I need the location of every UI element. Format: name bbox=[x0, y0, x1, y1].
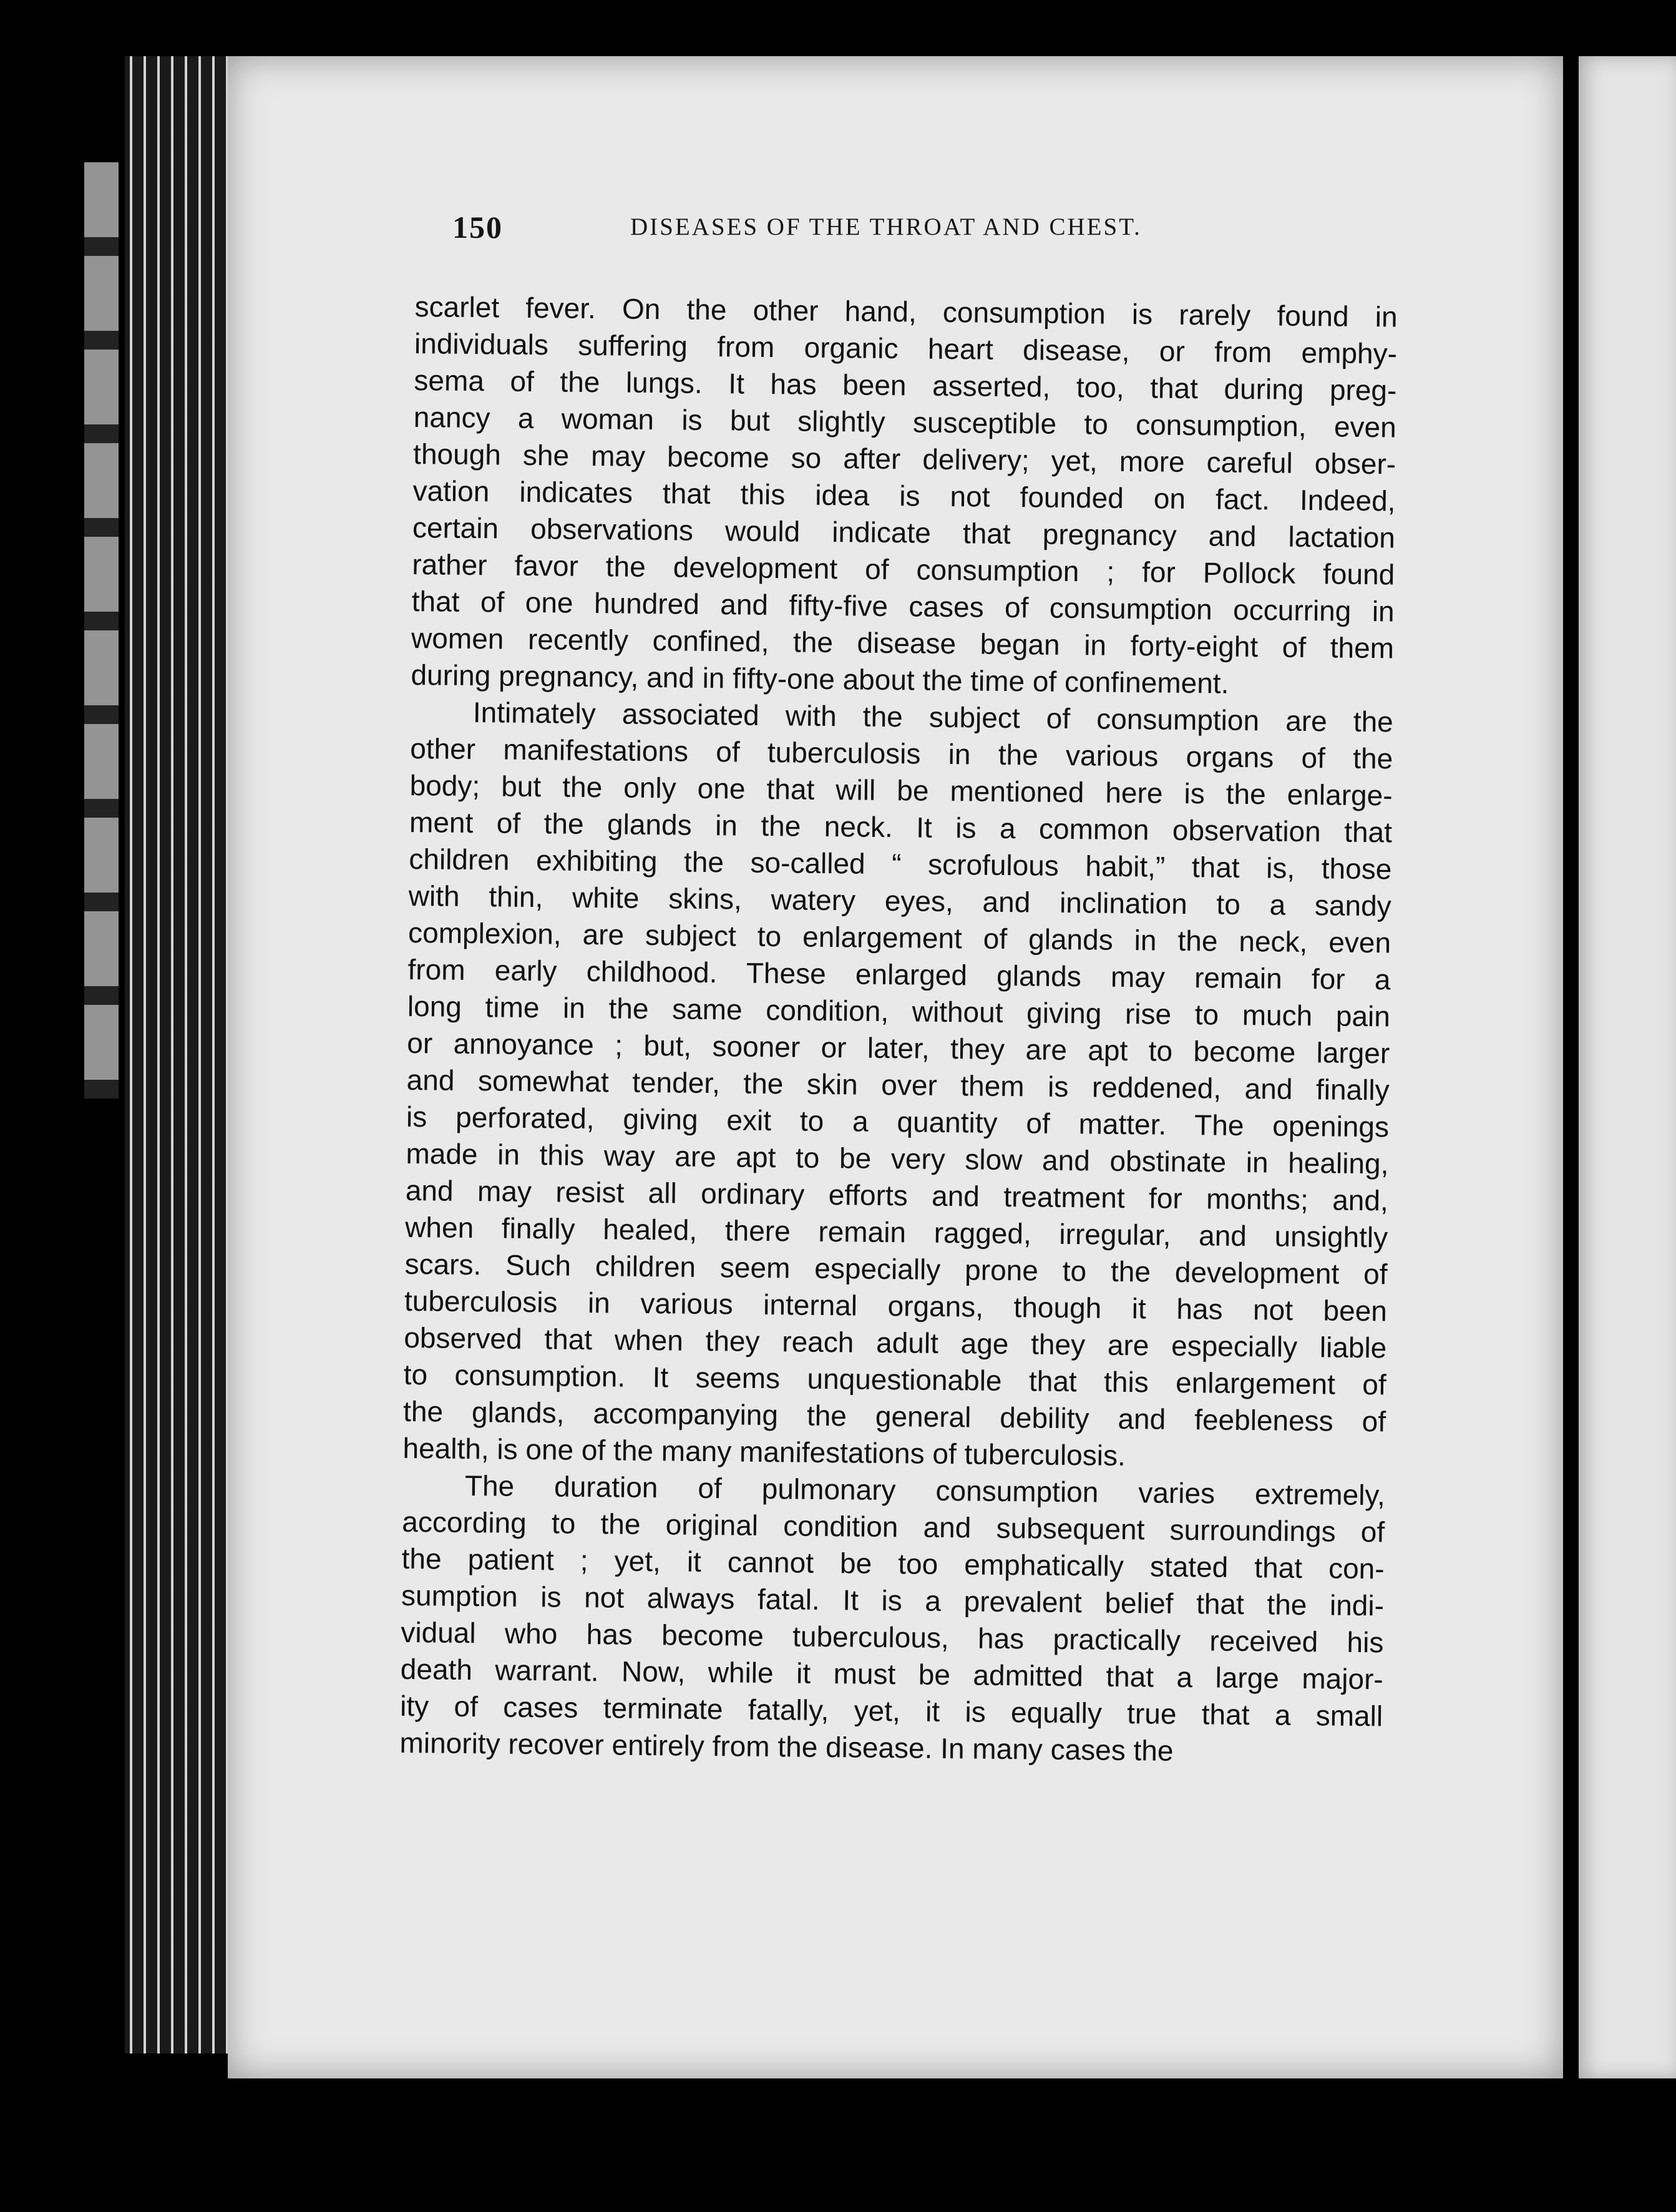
book-spine bbox=[84, 162, 119, 1099]
text-line: or annoyance ; but, sooner or later, they are apt to become larger bbox=[407, 1026, 1390, 1070]
text-line: ment of the glands in the neck. It is a common observation that bbox=[409, 805, 1393, 849]
text-line: to consumption. It seems unquestionable that this enlargement of bbox=[403, 1358, 1386, 1401]
text-line: sumption is not always fatal. It is a prevalent belief that the indi- bbox=[401, 1578, 1385, 1622]
text-line: though she may become so after delivery; yet, more careful obser- bbox=[412, 437, 1396, 481]
text-line: made in this way are apt to be very slow and obstinate in healing, bbox=[406, 1137, 1389, 1180]
text-line: scars. Such children seem especially prone to the development of bbox=[404, 1247, 1388, 1291]
text-line: that of one hundred and fifty-five cases of consumption occurring in bbox=[411, 584, 1395, 628]
page-number: 150 bbox=[452, 210, 503, 245]
text-line: and may resist all ordinary efforts and treatment for months; and, bbox=[405, 1173, 1389, 1217]
text-line: and somewhat tender, the skin over them is reddened, and finally bbox=[406, 1063, 1390, 1107]
text-line: during pregnancy, and in fifty-one about the time of confinement. bbox=[411, 658, 1229, 700]
text-line: vation indicates that this idea is not founded on fact. Indeed, bbox=[412, 474, 1396, 517]
text-line: certain observations would indicate that pregnancy and lactation bbox=[412, 511, 1396, 554]
page-header bbox=[452, 209, 1220, 259]
text-line: the patient ; yet, it cannot be too emphatically stated that con- bbox=[401, 1542, 1385, 1585]
paragraph bbox=[402, 693, 1393, 1477]
text-line: body; but the only one that will be mentioned here is the enlarge- bbox=[409, 768, 1393, 812]
paragraph bbox=[411, 288, 1398, 703]
text-line: tuberculosis in various internal organs, though it has not been bbox=[404, 1284, 1388, 1328]
text-line: nancy a woman is but slightly susceptible to consumption, even bbox=[413, 400, 1397, 444]
text-line: according to the original condition and subsequent surroundings of bbox=[402, 1505, 1385, 1549]
text-line: is perforated, giving exit to a quantity of matter. The openings bbox=[406, 1100, 1390, 1143]
text-line: sema of the lungs. It has been asserted, too, that during preg- bbox=[414, 363, 1397, 407]
text-line: from early childhood. These enlarged glands may remain for a bbox=[407, 952, 1391, 996]
text-line: Intimately associated with the subject of consumption are the bbox=[472, 696, 1394, 738]
facing-page-edge bbox=[1579, 56, 1676, 2078]
body-text bbox=[399, 288, 1398, 1771]
text-line: health, is one of the many manifestations of tuberculosis. bbox=[402, 1431, 1126, 1472]
text-line: complexion, are subject to enlargement of glands in the neck, even bbox=[407, 916, 1391, 959]
text-line: the glands, accompanying the general debility and feebleness of bbox=[402, 1394, 1386, 1438]
text-line: rather favor the development of consumption ; for Pollock found bbox=[412, 547, 1395, 591]
text-line: death warrant. Now, while it must be admitted that a large major- bbox=[400, 1652, 1384, 1696]
page-edges bbox=[125, 56, 237, 2053]
paragraph bbox=[399, 1467, 1385, 1771]
text-line: ity of cases terminate fatally, yet, it is equally true that a small bbox=[399, 1689, 1383, 1733]
text-line: vidual who has become tuberculous, has practically received his bbox=[401, 1615, 1384, 1659]
text-line: observed that when they reach adult age they are especially liable bbox=[404, 1321, 1387, 1364]
text-line: when finally healed, there remain ragged, irregular, and unsightly bbox=[404, 1210, 1388, 1254]
text-line: The duration of pulmonary consumption varies extremely, bbox=[464, 1469, 1386, 1512]
text-line: long time in the same condition, without giving rise to much pain bbox=[407, 989, 1391, 1033]
text-line: with thin, white skins, watery eyes, and inclination to a sandy bbox=[408, 879, 1391, 922]
text-line: children exhibiting the so-called “ scrofulous habit,” that is, those bbox=[409, 842, 1392, 886]
text-line: women recently confined, the disease began in forty-eight of them bbox=[411, 621, 1395, 665]
text-line: other manifestations of tuberculosis in the various organs of the bbox=[410, 732, 1393, 775]
text-line: individuals suffering from organic heart disease, or from emphy- bbox=[414, 326, 1398, 370]
running-head: DISEASES OF THE THROAT AND CHEST. bbox=[630, 213, 1142, 240]
text-line: minority recover entirely from the disease. In many cases the bbox=[399, 1726, 1174, 1767]
text-line: scarlet fever. On the other hand, consumption is rarely found in bbox=[414, 290, 1398, 333]
